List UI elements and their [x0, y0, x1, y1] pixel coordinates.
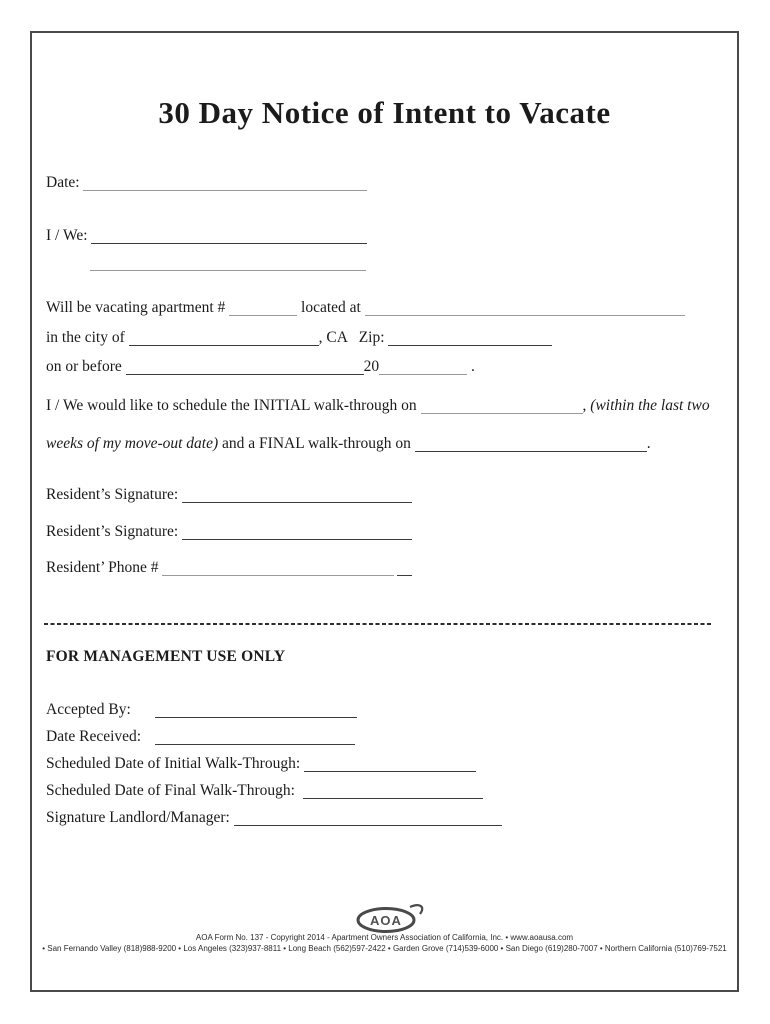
resident-signature-label-1: Resident’s Signature: [46, 486, 179, 503]
accepted-by-label: Accepted By: [46, 701, 131, 718]
schedule-label-1: I / We would like to schedule the INITIAL walk-through on [46, 397, 417, 414]
aoa-logo [347, 902, 427, 936]
year-prefix: 20 [363, 358, 380, 375]
form-line-vacating-1 [46, 298, 685, 318]
date-received-label: Date Received: [46, 728, 142, 745]
scheduled-final-blank[interactable] [303, 781, 483, 799]
schedule-period: . [646, 435, 651, 452]
vacating-label-1: Will be vacating apartment # [46, 299, 226, 316]
form-line-signature-1 [46, 485, 412, 505]
date-blank[interactable] [83, 173, 367, 191]
before-period: . [471, 358, 475, 375]
form-line-iwe [46, 226, 367, 246]
resident-phone-blank-tail[interactable] [397, 558, 412, 576]
schedule-label-2: and a FINAL walk-through on [222, 435, 411, 452]
mgmt-line-accepted [46, 700, 357, 720]
landlord-signature-label: Signature Landlord/Manager: [46, 809, 230, 826]
resident-signature-blank-2[interactable] [182, 522, 412, 540]
date-received-blank[interactable] [155, 727, 355, 745]
ca-zip-label: , CA Zip: [318, 329, 385, 346]
resident-phone-blank[interactable] [162, 558, 394, 576]
scheduled-final-label: Scheduled Date of Final Walk-Through: [46, 782, 295, 799]
form-line-iwe-2 [90, 253, 366, 273]
date-label: Date: [46, 174, 80, 191]
dashed-separator [44, 623, 713, 625]
initial-walkthrough-date-blank[interactable] [421, 396, 583, 414]
form-line-signature-2 [46, 522, 412, 542]
aoa-logo-swoosh [410, 905, 422, 914]
schedule-italic-1: (within the last two [590, 397, 710, 414]
iwe-name-blank-1[interactable] [91, 226, 367, 244]
form-line-vacating-3 [46, 357, 475, 377]
city-blank[interactable] [129, 328, 319, 346]
mgmt-line-landlord-signature [46, 808, 502, 828]
zip-blank[interactable] [388, 328, 552, 346]
resident-phone-label: Resident’ Phone # [46, 559, 159, 576]
city-label: in the city of [46, 329, 125, 346]
page-title: 30 Day Notice of Intent to Vacate [158, 95, 611, 130]
year-blank[interactable] [379, 357, 467, 375]
footer-offices-line: • San Fernando Valley (818)988-9200 • Los Angeles (323)937-8811 • Long Beach (562)597-2422 • Garden Grove (714)539-6000 • San Diego (619)280-7007 • Northern California (510)769-7521 [42, 944, 727, 953]
form-line-schedule-1 [46, 396, 710, 416]
form-line-vacating-2 [46, 328, 552, 348]
before-date-blank[interactable] [126, 357, 364, 375]
mgmt-line-final-walkthrough [46, 781, 483, 801]
iwe-name-blank-2[interactable] [90, 253, 366, 271]
form-line-schedule-2 [46, 434, 651, 454]
located-at-blank[interactable] [365, 298, 685, 316]
mgmt-line-received [46, 727, 355, 747]
management-header-label: FOR MANAGEMENT USE ONLY [46, 648, 286, 665]
schedule-italic-2: weeks of my move-out date) [46, 435, 219, 452]
resident-signature-blank-1[interactable] [182, 485, 412, 503]
aoa-logo-text: AOA [370, 913, 402, 928]
scheduled-initial-label: Scheduled Date of Initial Walk-Through: [46, 755, 301, 772]
landlord-signature-blank[interactable] [234, 808, 502, 826]
vacating-label-2: located at [301, 299, 361, 316]
management-header [46, 647, 285, 667]
form-line-phone [46, 558, 412, 578]
scheduled-initial-blank[interactable] [304, 754, 476, 772]
apartment-number-blank[interactable] [229, 298, 297, 316]
mgmt-line-initial-walkthrough [46, 754, 476, 774]
form-line-date [46, 173, 367, 193]
final-walkthrough-date-blank[interactable] [415, 434, 647, 452]
accepted-by-blank[interactable] [155, 700, 357, 718]
before-label: on or before [46, 358, 122, 375]
aoa-logo-graphic [347, 902, 427, 936]
footer-copyright-line: AOA Form No. 137 - Copyright 2014 - Apartment Owners Association of California, Inc. • www.aoausa.com [195, 933, 574, 942]
schedule-comma: , [582, 397, 587, 414]
iwe-label: I / We: [46, 227, 88, 244]
resident-signature-label-2: Resident’s Signature: [46, 523, 179, 540]
